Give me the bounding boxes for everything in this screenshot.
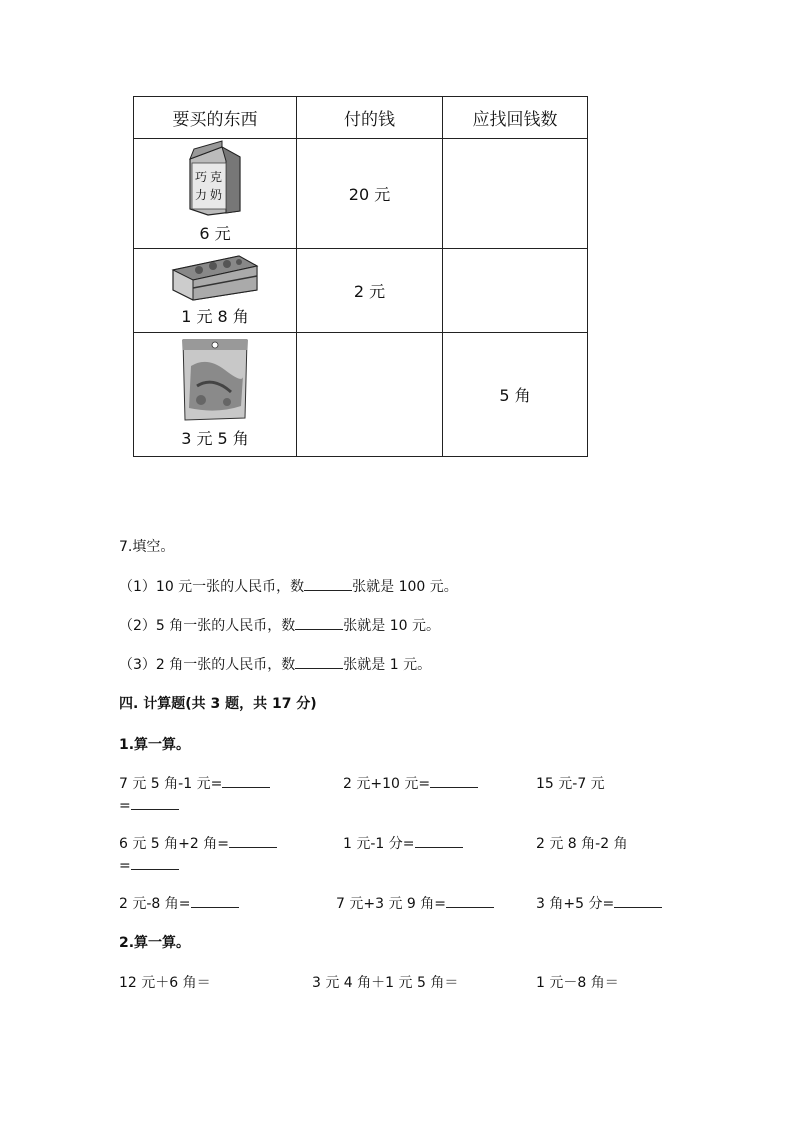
q7-item	[119, 654, 431, 674]
calc-expression: 7 元+3 元 9 角=	[336, 896, 446, 912]
table-row	[134, 249, 588, 333]
q7-item	[119, 576, 458, 596]
answer-blank[interactable]	[131, 855, 179, 870]
calc-expression: 7 元 5 角-1 元=	[119, 776, 223, 792]
header-item: 要买的东西	[134, 97, 297, 139]
calc-expression: 2 元 8 角-2 角	[536, 836, 628, 852]
answer-blank[interactable]	[295, 654, 343, 669]
header-change: 应找回钱数	[443, 97, 588, 139]
carton-char-2: 克	[210, 170, 223, 184]
calc-expression: 1 元-1 分=	[343, 836, 415, 852]
answer-blank[interactable]	[430, 773, 478, 788]
answer-blank[interactable]	[304, 576, 352, 591]
q7-title: 7.填空。	[119, 539, 175, 555]
calc-item	[536, 893, 662, 913]
calc-equals: =	[119, 798, 131, 814]
calc2-item: 1 元－8 角＝	[536, 975, 619, 991]
answer-blank[interactable]	[446, 893, 494, 908]
q7-item-prefix: （2）5 角一张的人民币，数	[119, 618, 296, 634]
snack-bag-icon	[177, 336, 253, 424]
cake-icon	[169, 250, 261, 302]
calc-item	[536, 773, 605, 793]
calc-item	[119, 773, 270, 793]
answer-blank[interactable]	[614, 893, 662, 908]
item-cell	[134, 249, 297, 333]
answer-blank[interactable]	[295, 615, 343, 630]
calc-item	[343, 773, 478, 793]
table-header-row	[134, 97, 588, 139]
q7-item-prefix: （3）2 角一张的人民币，数	[119, 657, 296, 673]
q7-item-prefix: （1）10 元一张的人民币，数	[119, 579, 305, 595]
calc2-title: 2.算一算。	[119, 935, 191, 951]
table-row	[134, 333, 588, 457]
change-cell	[443, 249, 588, 333]
q7-item	[119, 615, 440, 635]
carton-char-3: 力	[195, 188, 208, 202]
change-cell: 5 角	[443, 333, 588, 457]
calc2-item: 12 元＋6 角＝	[119, 975, 211, 991]
answer-blank[interactable]	[229, 833, 277, 848]
q7-item-suffix: 张就是 1 元。	[343, 657, 432, 673]
calc-expression: 2 元+10 元=	[343, 776, 431, 792]
section-title: 四. 计算题(共 3 题，共 17 分)	[119, 696, 317, 712]
carton-char-1: 巧	[195, 170, 208, 184]
calc-equals: =	[119, 858, 131, 874]
calc2-item: 3 元 4 角＋1 元 5 角＝	[312, 975, 459, 991]
item-price: 6 元	[199, 224, 231, 243]
calc-expression: 2 元-8 角=	[119, 896, 191, 912]
answer-blank[interactable]	[415, 833, 463, 848]
table-row	[134, 139, 588, 249]
answer-blank[interactable]	[222, 773, 270, 788]
paid-cell: 20 元	[297, 139, 443, 249]
calc-item	[536, 833, 628, 853]
calc-item-wrap	[119, 855, 179, 874]
shopping-table	[133, 96, 588, 457]
calc1-title: 1.算一算。	[119, 737, 191, 753]
calc-item-wrap	[119, 795, 179, 814]
item-price: 3 元 5 角	[181, 429, 249, 448]
item-price: 1 元 8 角	[181, 307, 249, 326]
item-cell	[134, 333, 297, 457]
paid-cell: 2 元	[297, 249, 443, 333]
calc-expression: 3 角+5 分=	[536, 896, 615, 912]
chocolate-milk-carton-icon	[182, 139, 248, 219]
calc-expression: 6 元 5 角+2 角=	[119, 836, 229, 852]
answer-blank[interactable]	[191, 893, 239, 908]
calc-item	[119, 833, 277, 853]
calc-expression: 15 元-7 元	[536, 776, 605, 792]
calc-item	[119, 893, 239, 913]
calc-item	[343, 833, 463, 853]
paid-cell	[297, 333, 443, 457]
q7-item-suffix: 张就是 100 元。	[352, 579, 458, 595]
header-paid: 付的钱	[297, 97, 443, 139]
change-cell	[443, 139, 588, 249]
item-cell	[134, 139, 297, 249]
answer-blank[interactable]	[131, 795, 179, 810]
carton-char-4: 奶	[210, 188, 223, 202]
calc-item	[336, 893, 494, 913]
q7-item-suffix: 张就是 10 元。	[343, 618, 440, 634]
